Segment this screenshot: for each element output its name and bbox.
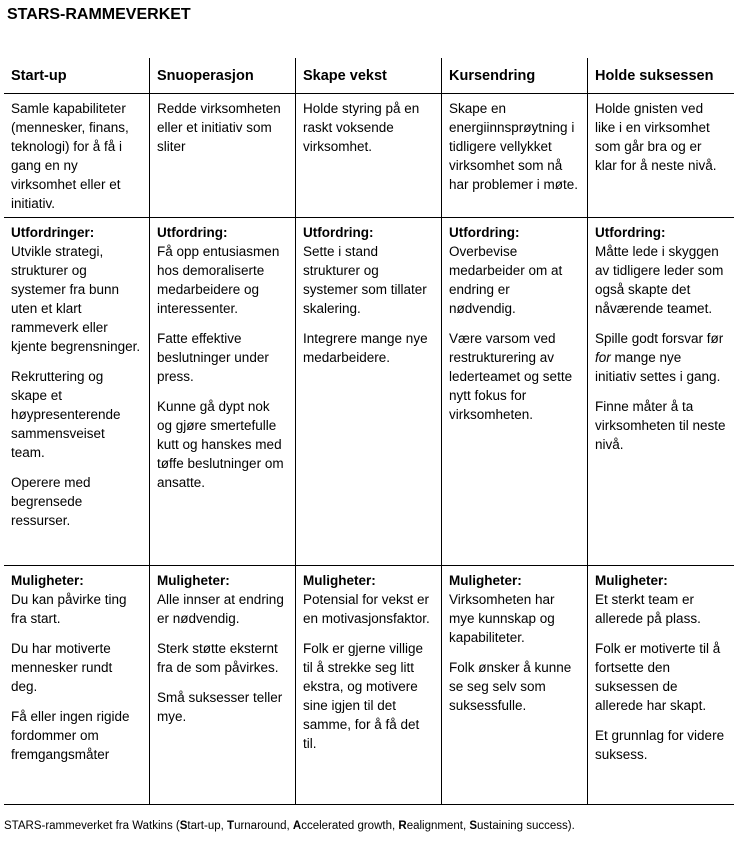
description-holde-suksessen: Holde gnisten ved like i en virksomhet som går bra og er klar for å neste nivå. [595,101,717,173]
footer-bold-letter: S [469,820,478,832]
opportunities-label: Muligheter: [595,573,668,588]
challenges-cell-kursendring [442,218,588,565]
description-startup: Samle kapabiliteter (mennesker, finans, teknologi) for å få i gang en ny virksomhet eller et initiativ. [4,94,150,217]
footer-caption [4,820,738,832]
opportunities-label: Muligheter: [449,573,522,588]
challenges-label: Utfordring: [449,225,520,240]
challenge-item: Være varsom ved restrukturering av lederteamet og sette nytt fokus for virksomheten. [449,331,573,422]
challenges-cell-snuoperasjon [150,218,296,565]
challenge-item: Overbevise medarbeider om at endring er nødvendig. [449,244,563,316]
opportunity-item: Folk er gjerne villige til å strekke seg litt ekstra, og motivere sine igjen til det samme, for å få det til. [303,641,424,751]
challenges-label: Utfordring: [157,225,228,240]
challenge-item: Fatte effektive beslutninger under press. [157,331,269,384]
column-header-skape-vekst: Skape vekst [296,58,442,93]
opportunity-item: Et sterkt team er allerede på plass. [595,592,701,626]
challenge-item: Integrere mange nye medarbeidere. [303,331,428,365]
opportunity-item: Sterk støtte eksternt fra de som påvirkes. [157,641,279,675]
footer-bold-letter: A [292,820,302,832]
stars-framework-table [4,58,734,805]
opportunity-item: Små suksesser teller mye. [157,690,283,724]
challenge-item: Sette i stand strukturer og systemer som tillater skalering. [303,244,427,316]
challenge-item: Utvikle strategi, strukturer og systemer fra bunn uten et klart rammeverk eller kjente begrensninger. [11,244,141,354]
footer-text: urnaround, [234,820,293,832]
challenge-item: Rekruttering og skape et høypresenterende sammensveiset team. [11,369,121,460]
footer-prefix: STARS-rammeverket fra Watkins ( [4,820,180,832]
opportunities-label: Muligheter: [303,573,376,588]
description-row [4,94,734,218]
opportunities-row [4,566,734,805]
challenge-item [595,329,726,386]
description-skape-vekst: Holde styring på en raskt voksende virksomhet. [296,94,442,217]
description-snuoperasjon: Redde virksomheten eller et initiativ som sliter [150,94,296,217]
opportunities-cell-snuoperasjon [150,566,296,804]
opportunity-item: Folk ønsker å kunne se seg selv som suksessfulle. [449,660,572,713]
opportunity-item: Alle innser at endring er nødvendig. [157,592,284,626]
challenges-cell-skape-vekst [296,218,442,565]
opportunity-item: Du har motiverte mennesker rundt deg. [11,641,113,694]
opportunity-item: Virksomheten har mye kunnskap og kapabiliteter. [449,592,555,645]
opportunities-label: Muligheter: [11,573,84,588]
challenges-cell-holde-suksessen [588,218,734,565]
footer-text: ealignment, [406,820,470,832]
opportunities-cell-startup [4,566,150,804]
footer-text: tart-up, [187,820,228,832]
column-header-startup: Start-up [4,58,150,93]
column-header-kursendring: Kursendring [442,58,588,93]
opportunity-item: Få eller ingen rigide fordommer om fremgangsmåter [11,709,130,762]
challenges-row [4,218,734,566]
column-header-snuoperasjon: Snuoperasjon [150,58,296,93]
challenge-item: Få opp entusiasmen hos demoraliserte medarbeidere og interessenter. [157,244,280,316]
table-header-row [4,58,734,94]
challenge-item: Kunne gå dypt nok og gjøre smertefulle kutt og hanskes med tøffe beslutninger om ansatte. [157,399,284,490]
challenges-label: Utfordringer: [11,225,95,240]
footer-text: ccelerated growth, [301,820,399,832]
challenges-cell-startup [4,218,150,565]
page-title: STARS-RAMMEVERKET [7,6,191,23]
footer-bold-letter: T [227,820,235,832]
footer-bold-letter: S [179,820,188,832]
opportunities-cell-kursendring [442,566,588,804]
column-header-holde-suksessen: Holde suksessen [595,68,714,84]
challenge-item: Operere med begrensede ressurser. [11,475,91,528]
footer-text: ustaining success). [477,820,575,832]
opportunity-item: Du kan påvirke ting fra start. [11,592,127,626]
challenge-item: Finne måter å ta virksomheten til neste nivå. [595,399,726,452]
challenge-item: Måtte lede i skyggen av tidligere leder som også skapte det nåværende teamet. [595,244,724,316]
opportunities-label: Muligheter: [157,573,230,588]
opportunity-item: Et grunnlag for videre suksess. [595,728,725,762]
challenges-label: Utfordring: [595,225,666,240]
footer-bold-letter: R [398,820,407,832]
challenge-text-after: mange nye initiativ settes i gang. [595,350,721,384]
opportunities-cell-holde-suksessen [588,566,734,804]
challenge-text-before: Spille godt forsvar før [595,331,724,346]
challenges-label: Utfordring: [303,225,374,240]
opportunities-cell-skape-vekst [296,566,442,804]
description-kursendring: Skape en energiinnsprøytning i tidligere vellykket virksomhet som nå har problemer i møte. [442,94,588,217]
opportunity-item: Folk er motiverte til å fortsette den suksessen de allerede har skapt. [595,641,721,713]
opportunity-item: Potensial for vekst er en motivasjonsfaktor. [303,592,430,626]
challenge-text-italic: for [595,350,611,365]
